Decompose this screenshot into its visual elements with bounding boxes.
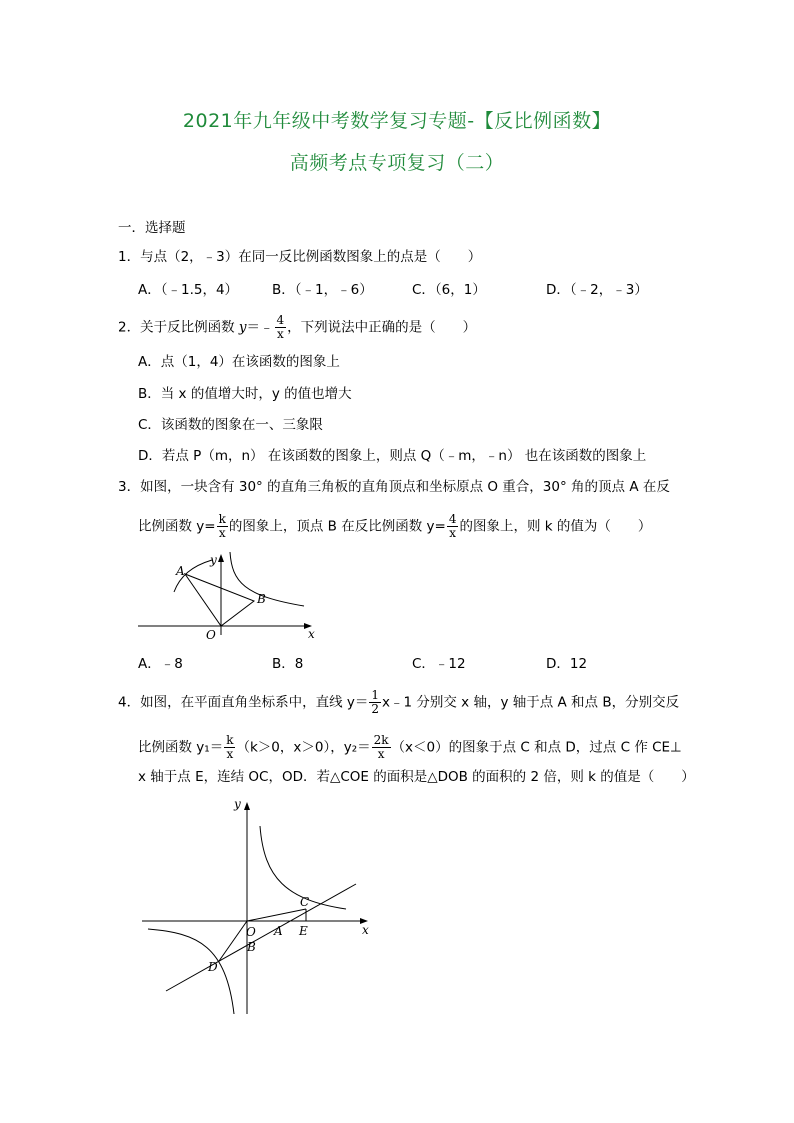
q4-frac3-den: x xyxy=(377,747,385,761)
q2-frac-den: x xyxy=(276,327,284,341)
q3-figure xyxy=(136,550,321,645)
q3-line2 xyxy=(138,513,651,540)
q3-option-a: A．﹣8 xyxy=(138,656,183,672)
q4-y-arrow xyxy=(244,802,250,810)
q2-stem-post: ，下列说法中正确的是（ ） xyxy=(287,319,477,336)
q2-option-c: C．该函数的图象在一、三象限 xyxy=(138,417,323,433)
q4-frac2-num: k xyxy=(226,733,234,747)
q4-line1-a: 4．如图，在平面直角坐标系中，直线 y＝ xyxy=(118,694,369,711)
q1-option-d: D．（﹣2，﹣3） xyxy=(546,282,648,298)
q3-option-b: B．8 xyxy=(272,656,304,672)
q3-fraction-4 xyxy=(447,513,459,540)
q3-line2-c: 的图象上，则 k 的值为（ ） xyxy=(459,518,652,535)
document-title-line1: 2021年九年级中考数学复习专题-【反比例函数】 xyxy=(182,110,612,132)
q1-option-c: C．（6，1） xyxy=(412,282,486,298)
q3-label-x: x xyxy=(308,627,315,641)
q2-stem xyxy=(118,314,476,341)
q4-line2-c: （x＜0）的图象于点 C 和点 D，过点 C 作 CE⊥ xyxy=(391,739,682,756)
q2-option-d: D．若点 P（m，n） 在该函数的图象上，则点 Q（﹣m，﹣n） 也在该函数的图象上 xyxy=(138,448,647,464)
q2-eq: ＝﹣ xyxy=(246,319,274,336)
q4-label-y: y xyxy=(234,797,241,811)
q4-figure xyxy=(136,796,381,1021)
q2-frac-num: 4 xyxy=(276,313,285,327)
q3-label-O: O xyxy=(206,628,216,642)
q2-option-b: B．当 x 的值增大时，y 的值也增大 xyxy=(138,386,352,402)
q4-line-y xyxy=(166,884,356,991)
q3-frac2-den: x xyxy=(449,526,457,540)
q3-triangle xyxy=(185,574,254,626)
q3-label-y: y xyxy=(210,553,217,567)
q3-option-d: D．12 xyxy=(546,656,588,672)
q3-line2-b: 的图象上，顶点 B 在反比例函数 y= xyxy=(228,518,446,535)
q1-stem: 1．与点（2，﹣3）在同一反比例函数图象上的点是（ ） xyxy=(118,249,482,265)
q4-fraction-k xyxy=(224,734,235,761)
q3-frac2-num: 4 xyxy=(448,512,457,526)
q4-line2-b: （k＞0，x＞0），y₂＝ xyxy=(236,739,371,756)
q4-line2-a: 比例函数 y₁＝ xyxy=(138,739,224,756)
document-title-line2: 高频考点专项复习（二） xyxy=(289,152,505,174)
q4-label-A: A xyxy=(274,924,283,938)
q4-line3: x 轴于点 E，连结 OC，OD．若△COE 的面积是△DOB 的面积的 2 倍，则 k 的值是（ ） xyxy=(138,769,695,785)
q4-segment-OC xyxy=(247,909,306,921)
q4-frac1-den: 2 xyxy=(371,702,380,716)
q1-option-b: B．（﹣1，﹣6） xyxy=(272,282,373,298)
q2-stem-pre: 2．关于反比例函数 xyxy=(118,319,239,336)
q4-curve-y2 xyxy=(148,929,234,1014)
q4-frac3-num: 2k xyxy=(373,733,389,747)
q3-y-arrow xyxy=(218,554,224,562)
q3-label-A: A xyxy=(176,564,185,578)
q4-segment-OD xyxy=(219,921,247,961)
q3-label-B: B xyxy=(257,592,266,606)
q4-frac1-num: 1 xyxy=(371,688,380,702)
q4-frac2-den: x xyxy=(226,747,234,761)
q3-option-c: C．﹣12 xyxy=(412,656,466,672)
q3-fraction-k xyxy=(217,513,228,540)
q4-line1-b: x﹣1 分别交 x 轴，y 轴于点 A 和点 B，分别交反 xyxy=(382,694,680,711)
q4-label-O: O xyxy=(246,925,256,939)
q1-option-a: A．（﹣1.5，4） xyxy=(138,282,239,298)
q3-curve-right xyxy=(230,552,304,606)
q3-frac1-num: k xyxy=(218,512,226,526)
section-heading: 一．选择题 xyxy=(118,220,186,236)
q4-label-E: E xyxy=(299,924,308,938)
q4-line2 xyxy=(138,734,682,761)
q2-option-a: A．点（1，4）在该函数的图象上 xyxy=(138,354,340,370)
q3-line1: 3．如图，一块含有 30° 的直角三角板的直角顶点和坐标原点 O 重合，30° 角的顶点 A 在反 xyxy=(118,479,670,495)
q4-fraction-half xyxy=(369,689,381,716)
q2-fraction xyxy=(275,314,287,341)
q4-label-B: B xyxy=(247,940,256,954)
q4-label-C: C xyxy=(300,895,310,909)
q4-label-D: D xyxy=(208,960,218,974)
q4-label-x: x xyxy=(362,923,369,937)
q4-line1 xyxy=(118,689,679,716)
q3-frac1-den: x xyxy=(218,526,226,540)
q4-fraction-2k xyxy=(372,734,391,761)
q3-line2-a: 比例函数 y= xyxy=(138,518,216,535)
q2-var-y: y xyxy=(238,319,247,336)
